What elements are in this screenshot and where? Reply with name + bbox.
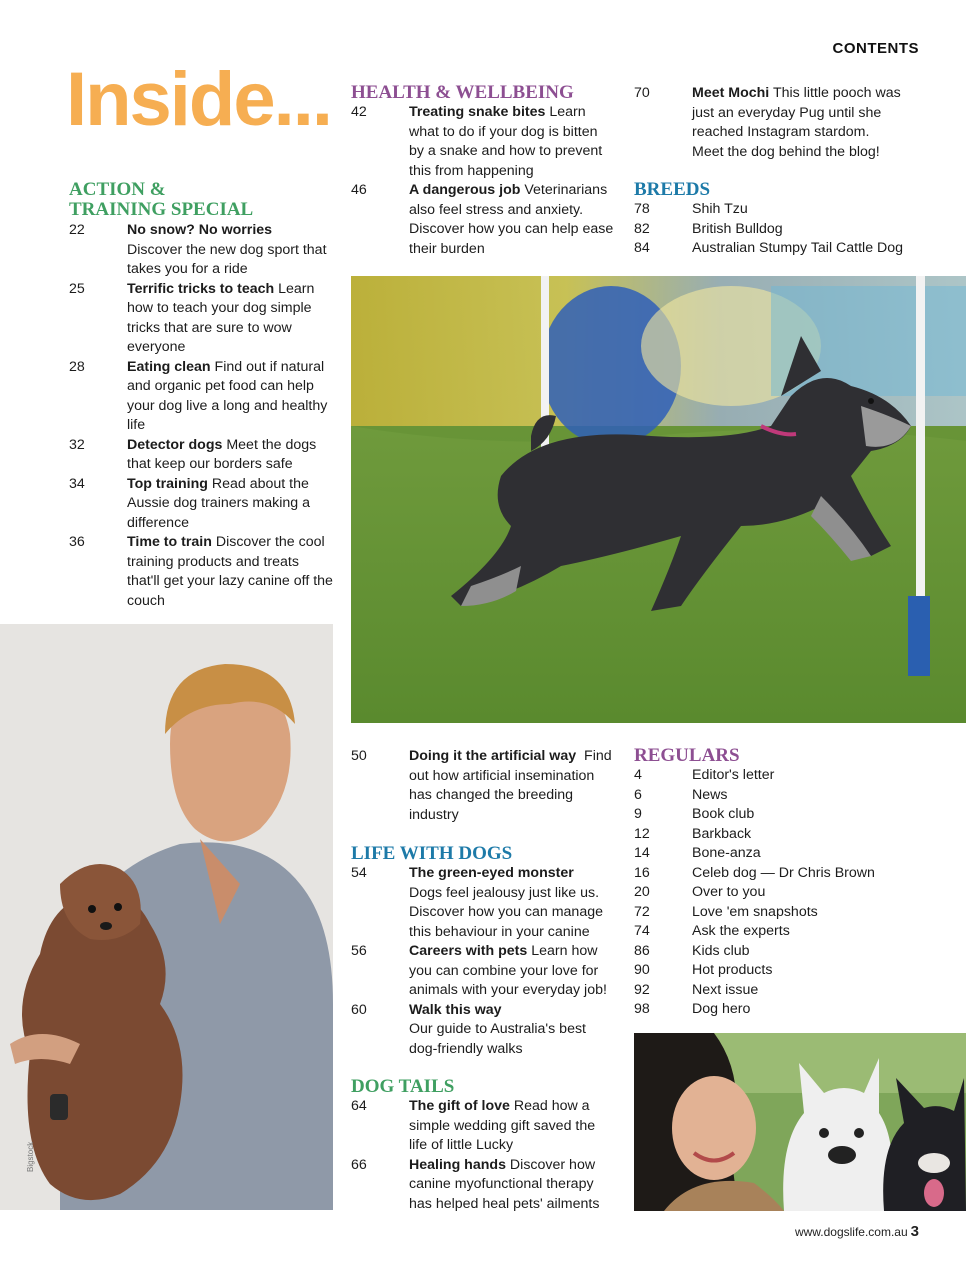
page-number: 3 xyxy=(910,1223,919,1240)
photo-credit: Bigstock xyxy=(26,1141,35,1172)
toc-entry[interactable]: 70 Meet Mochi This little pooch was just an everyday Pug until she reached Instagram stardom. Meet the dog behind the blog! xyxy=(634,85,901,160)
toc-entry[interactable]: 54 The green-eyed monster Dogs feel jealousy just like us. Discover how you can manage this behaviour in your canine xyxy=(351,865,603,940)
page-title: Inside... xyxy=(66,57,331,142)
toc-entry[interactable]: 50 Doing it the artificial way Find out how artificial insemination has changed the breeding industry xyxy=(351,748,612,823)
toc-entry[interactable]: 64 The gift of love Read how a simple wedding gift saved the life of little Lucky xyxy=(351,1098,596,1153)
toc-entry[interactable]: 25 Terrific tricks to teach Learn how to teach your dog simple tricks that are sure to wow everyone xyxy=(69,280,315,355)
toc-entry[interactable]: 56 Careers with pets Learn how you can combine your love for animals with your everyday job! xyxy=(351,943,607,998)
section-health-wellbeing xyxy=(351,83,616,259)
toc-entry[interactable]: 98 Dog hero xyxy=(634,1001,751,1017)
toc-entry[interactable]: 20 Over to you xyxy=(634,884,766,900)
toc-entry[interactable]: 74 Ask the experts xyxy=(634,923,790,939)
man-with-dog-image xyxy=(0,624,333,1210)
website-url[interactable]: www.dogslife.com.au xyxy=(794,1225,908,1239)
section-title: HEALTH & WELLBEING xyxy=(351,82,574,103)
toc-entry[interactable]: 42 Treating snake bites Learn what to do if your dog is bitten by a snake and how to prevent this from happening xyxy=(351,104,603,179)
toc-entry[interactable]: 14 Bone-anza xyxy=(634,845,761,861)
section-action-training xyxy=(69,180,335,611)
toc-entry[interactable]: 28 Eating clean Find out if natural and organic pet food can help your dog live a long and healthy life xyxy=(69,358,328,433)
toc-entry[interactable]: 4 Editor's letter xyxy=(634,767,775,783)
toc-entry[interactable]: 78 Shih Tzu xyxy=(634,201,748,217)
section-artificial xyxy=(351,747,613,825)
section-dog-tails xyxy=(351,1077,616,1214)
section-regulars xyxy=(634,746,924,1020)
toc-entry[interactable]: 32 Detector dogs Meet the dogs that keep our borders safe xyxy=(69,436,317,472)
toc-entry[interactable]: 60 Walk this way Our guide to Australia's best dog-friendly walks xyxy=(351,1001,586,1057)
toc-entry[interactable]: 34 Top training Read about the Aussie dog trainers making a difference xyxy=(69,475,310,531)
toc-entry[interactable]: 9 Book club xyxy=(634,806,755,822)
toc-entry[interactable]: 16 Celeb dog — Dr Chris Brown xyxy=(634,864,875,881)
toc-entry[interactable]: 46 A dangerous job Veterinarians also feel stress and anxiety. Discover how you can help ease their burden xyxy=(351,182,614,257)
section-title: REGULARS xyxy=(634,745,740,766)
schnauzer-agility-photo xyxy=(351,276,966,723)
section-breeds xyxy=(634,180,924,259)
woman-with-bulldogs-photo xyxy=(634,1033,966,1211)
section-life-with-dogs xyxy=(351,844,616,1059)
section-title: BREEDS xyxy=(634,179,711,200)
section-title: LIFE WITH DOGS xyxy=(351,843,513,864)
section-title: DOG TAILS xyxy=(351,1076,455,1097)
section-mochi xyxy=(634,84,904,162)
toc-entry[interactable]: 86 Kids club xyxy=(634,942,750,959)
toc-entry[interactable]: 84 Australian Stumpy Tail Cattle Dog xyxy=(634,240,904,256)
toc-entry[interactable]: 90 Hot products xyxy=(634,962,773,978)
section-title: ACTION & TRAINING SPECIAL xyxy=(69,179,254,220)
woman-bulldogs-image xyxy=(634,1033,966,1211)
toc-entry[interactable]: 22 No snow? No worries Discover the new dog sport that takes you for a ride xyxy=(69,222,327,277)
toc-entry[interactable]: 82 British Bulldog xyxy=(634,220,783,237)
toc-entry[interactable]: 36 Time to train Discover the cool training products and treats that'll get your lazy canine off the couch xyxy=(69,534,333,609)
toc-entry[interactable]: 92 Next issue xyxy=(634,981,759,998)
toc-entry[interactable]: 12 Barkback xyxy=(634,825,752,842)
toc-entry[interactable]: 72 Love 'em snapshots xyxy=(634,903,818,920)
toc-entry[interactable]: 66 Healing hands Discover how canine myofunctional therapy has helped heal pets' ailments xyxy=(351,1156,600,1212)
toc-entry[interactable]: 6 News xyxy=(634,786,728,803)
schnauzer-agility-image xyxy=(351,276,966,723)
section-label: CONTENTS xyxy=(832,40,919,57)
chris-brown-photo xyxy=(0,624,333,1210)
page-footer xyxy=(795,1223,919,1240)
